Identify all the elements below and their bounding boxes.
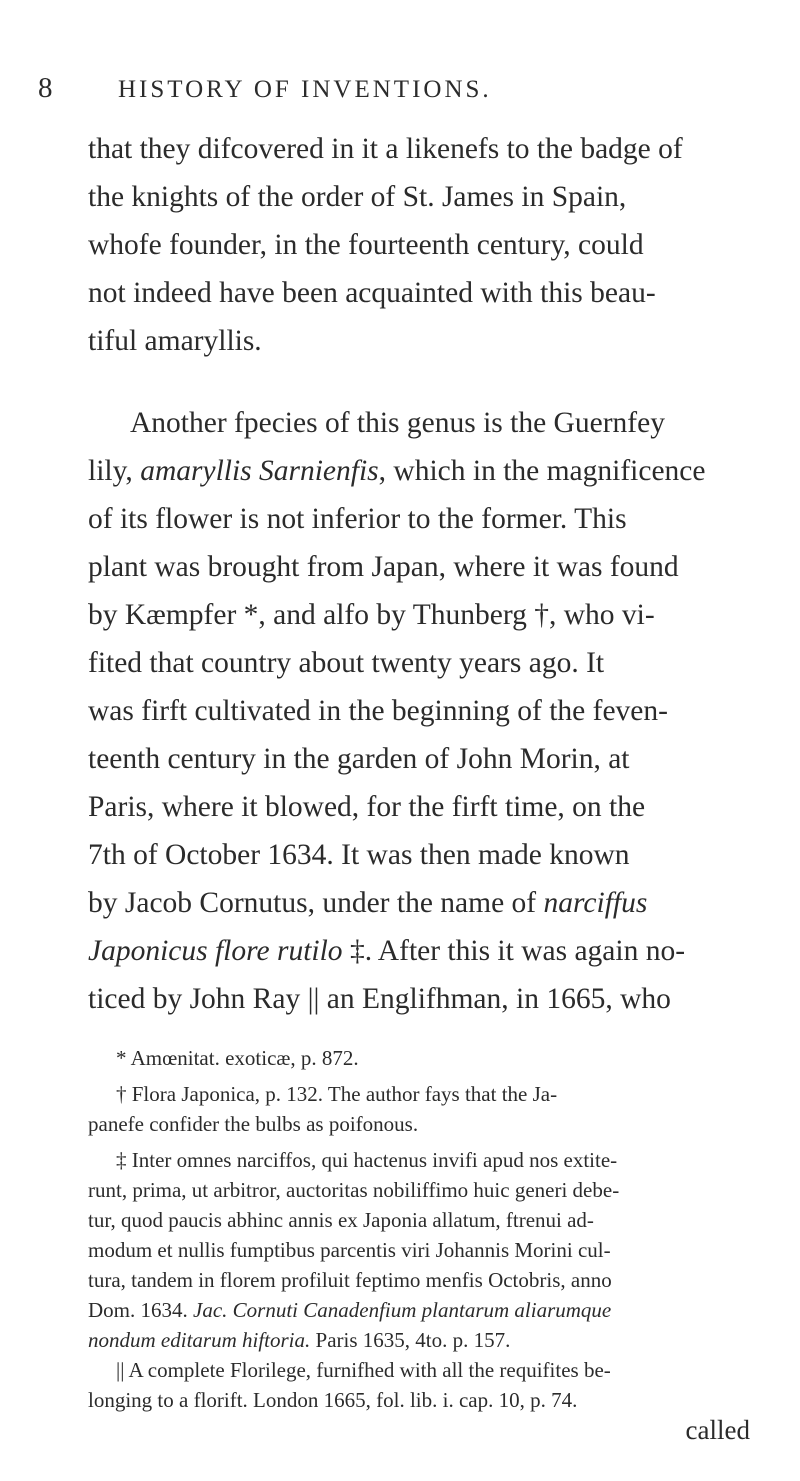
text-line: the knights of the order of St. James in Spain, — [88, 181, 627, 213]
species-name: narciffus — [543, 887, 648, 919]
text-line: Paris, where it blowed, for the firft time, on the — [88, 791, 646, 823]
catchword: called — [685, 1415, 750, 1445]
text-line: by Kæmpfer *, and alfo by Thunberg †, who vi- — [88, 599, 655, 631]
footnote-line: Dom. 1634. Jac. Cornuti Canadenfium plantarum aliarumque — [88, 1298, 612, 1322]
footnote: † Flora Japonica, p. 132. The author fays that the Ja- — [116, 1082, 558, 1106]
text-line: lily, amaryllis Sarnienfis, which in the magnificence — [88, 455, 706, 487]
footnotes — [88, 1043, 756, 1445]
page-header — [38, 72, 768, 112]
footnote-line: tur, quod paucis abhinc annis ex Japonia allatum, ftrenui ad- — [88, 1208, 594, 1232]
text-line: tiful amaryllis. — [88, 325, 262, 357]
species-name: Japonicus flore rutilo — [88, 935, 343, 967]
footnote-line: panefe confider the bulbs as poifonous. — [88, 1112, 419, 1136]
main-text — [88, 125, 756, 1023]
footnote-line: modum et nullis fumptibus parcentis viri Johannis Morini cul- — [88, 1238, 611, 1262]
text-line: of its flower is not inferior to the former. This — [88, 503, 627, 535]
text-line: plant was brought from Japan, where it was found — [88, 551, 679, 583]
text-line: was firft cultivated in the beginning of the feven- — [88, 695, 668, 727]
text-line: fited that country about twenty years ago. It — [88, 647, 605, 679]
text-line: by Jacob Cornutus, under the name of narciffus — [88, 887, 648, 919]
text-line: teenth century in the garden of John Morin, at — [88, 743, 630, 775]
page-number: 8 — [38, 72, 53, 104]
footnote-line: nondum editarum hiftoria. Paris 1635, 4to. p. 157. — [88, 1328, 511, 1352]
footnote-line: runt, prima, ut arbitror, auctoritas nobiliffimo huic generi debe- — [88, 1178, 620, 1202]
text-line: Another fpecies of this genus is the Guernfey — [130, 407, 665, 439]
text-line: that they difcovered in it a likenefs to the badge of — [88, 133, 683, 165]
text-line: 7th of October 1634. It was then made known — [88, 839, 630, 871]
text-line: whofe founder, in the fourteenth century, could — [88, 229, 644, 261]
footnote: ‡ Inter omnes narciffos, qui hactenus invifi apud nos extite- — [116, 1148, 618, 1172]
text-line: ticed by John Ray || an Englifhman, in 1665, who — [88, 983, 671, 1015]
running-title: HISTORY OF INVENTIONS. — [118, 76, 492, 103]
footnote: * Amœnitat. exoticæ, p. 872. — [116, 1046, 359, 1070]
footnote: || A complete Florilege, furnifhed with all the requifites be- — [116, 1358, 611, 1382]
text-line: Japonicus flore rutilo ‡. After this it was again no- — [88, 935, 686, 967]
species-name: amaryllis Sarnienfis — [140, 455, 379, 487]
footnote-line: tura, tandem in florem profiluit feptimo menfis Octobris, anno — [88, 1268, 612, 1292]
footnote-line: longing to a florift. London 1665, fol. lib. i. cap. 10, p. 74. — [88, 1388, 578, 1412]
text-line: not indeed have been acquainted with this beau- — [88, 277, 656, 309]
